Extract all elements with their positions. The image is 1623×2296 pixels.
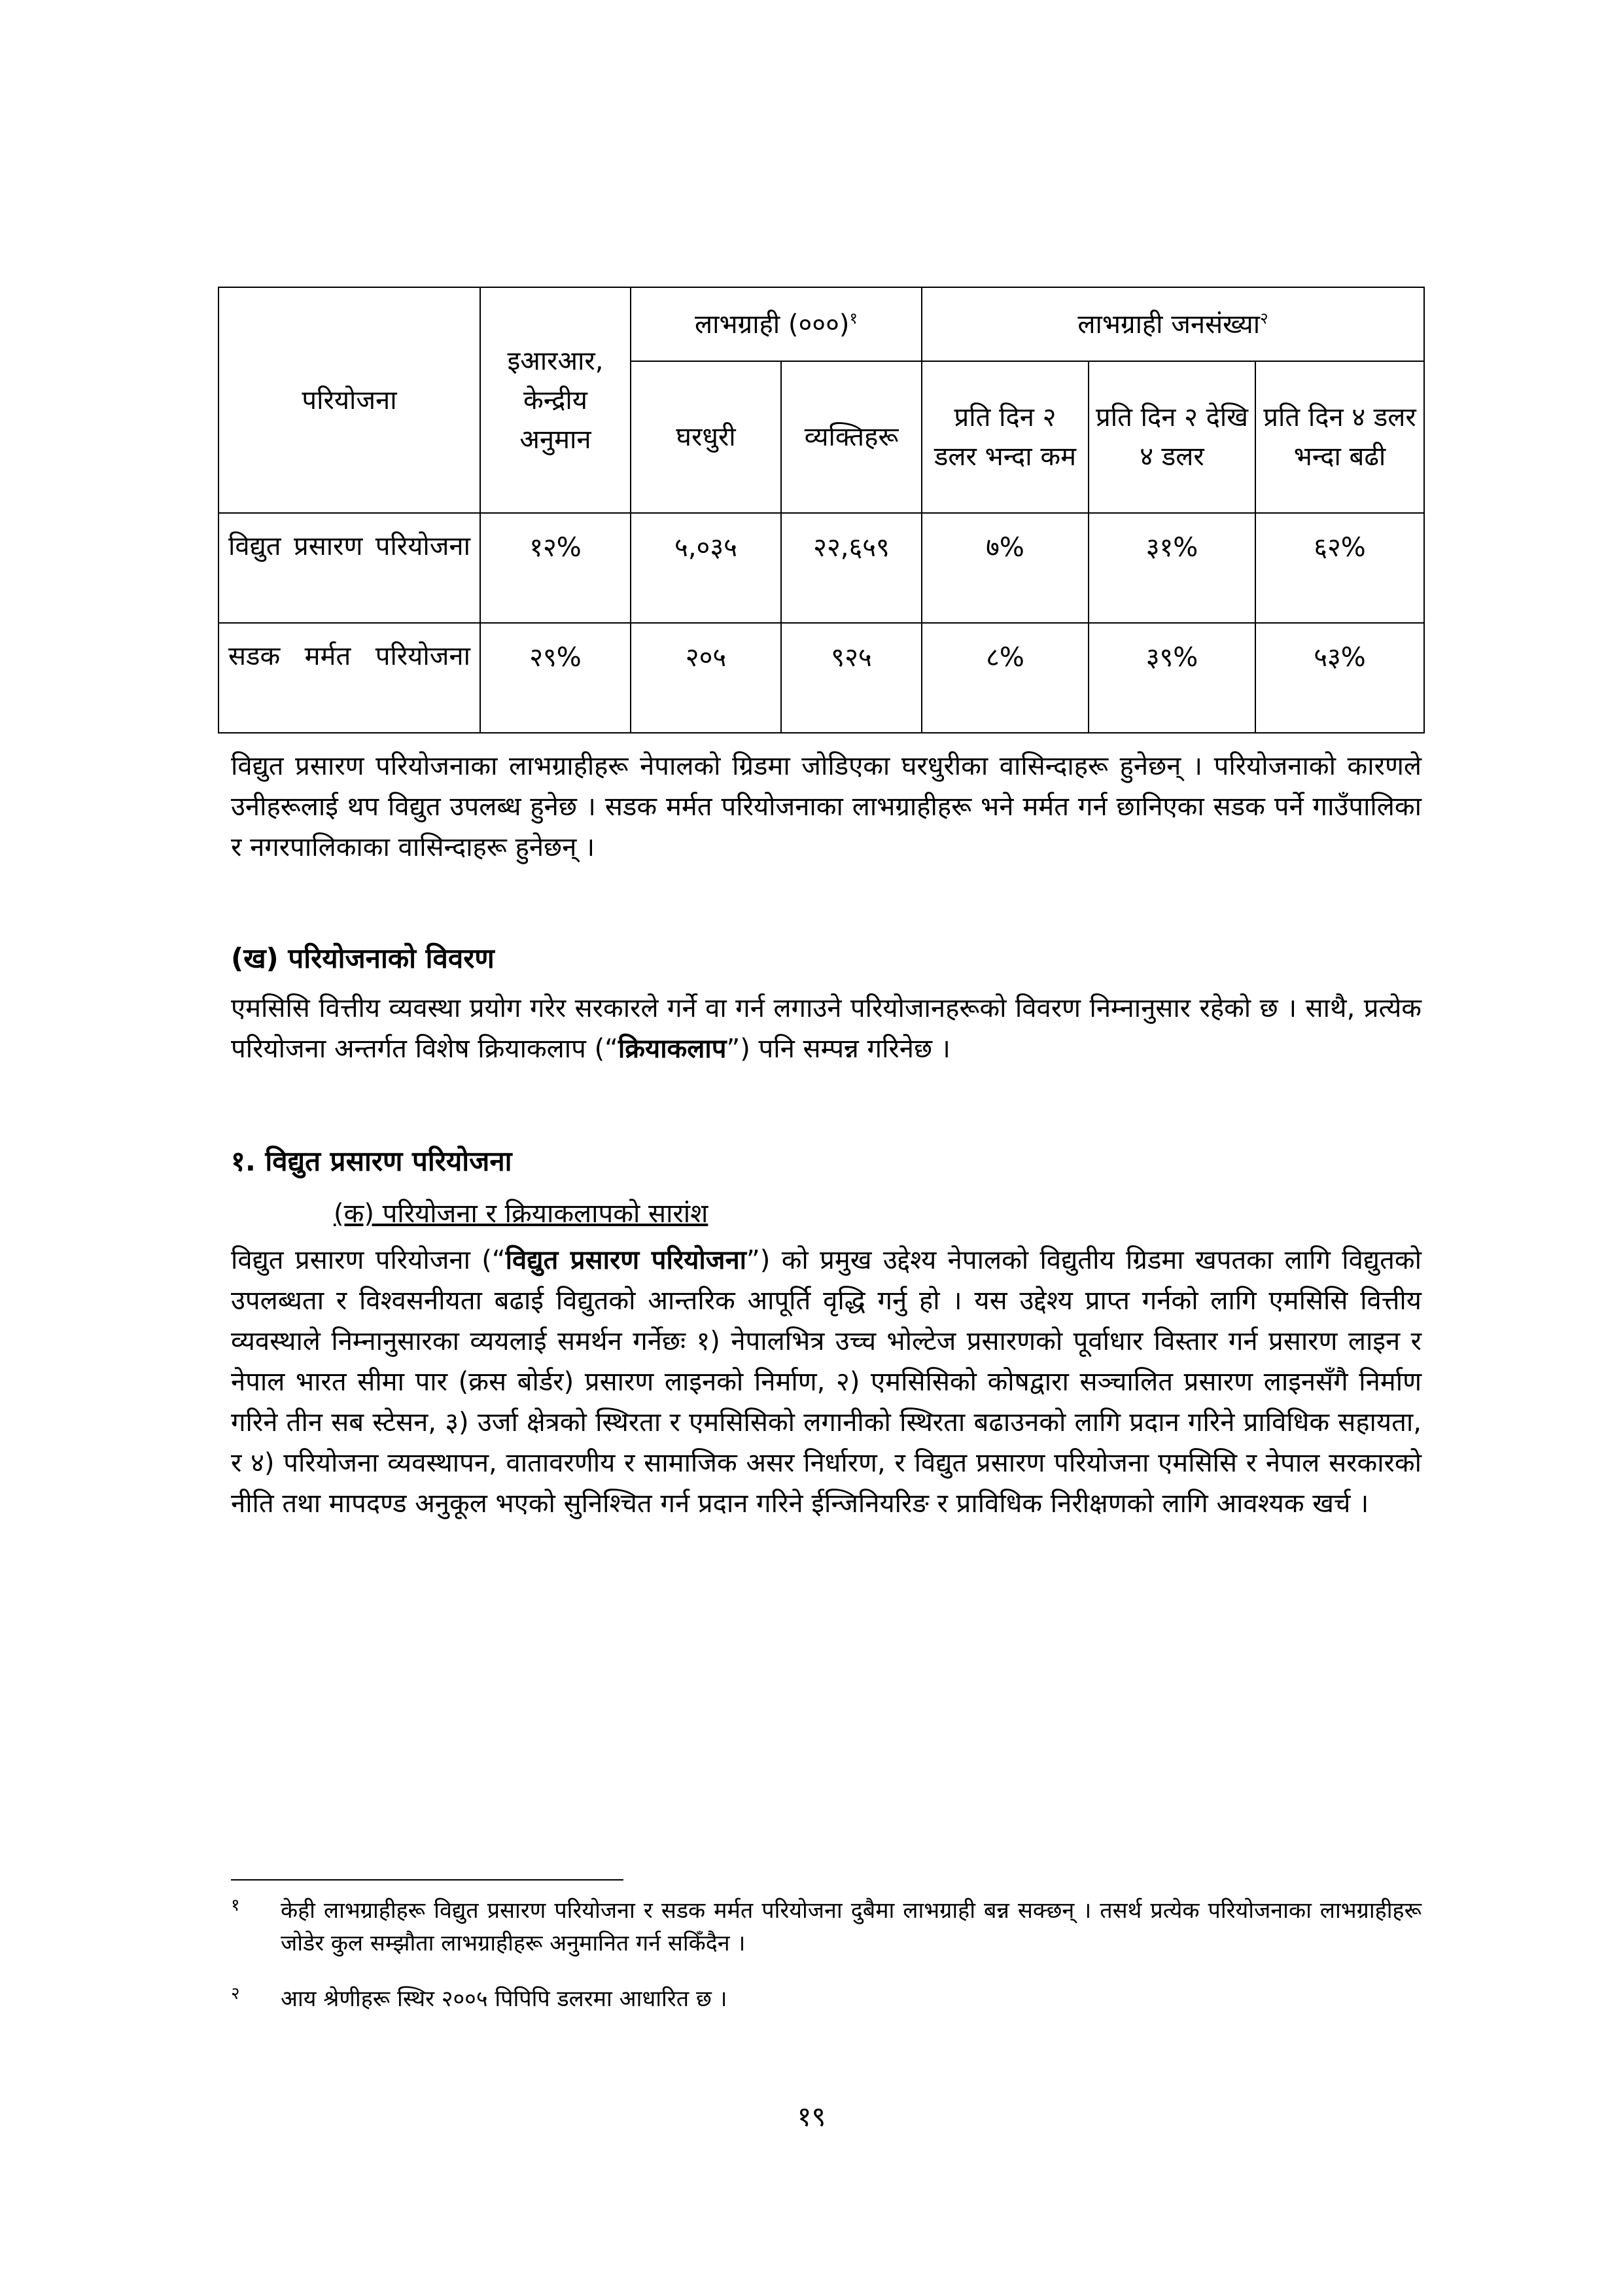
header-households: घरधुरी bbox=[631, 361, 781, 513]
header-2-to-4: प्रति दिन २ देखि ४ डलर bbox=[1089, 361, 1255, 513]
section-b-paragraph: एमसिसि वित्तीय व्यवस्था प्रयोग गरेर सरकारले गर्ने वा गर्न लगाउने परियोजानहरूको विवरण निम्नानुसार रहेको छ । साथै, प्रत्येक परियोजना अन्तर्गत विशेष क्रियाकलाप (“क्रियाकलाप”) पनि सम्पन्न गरिनेछ । bbox=[231, 993, 1422, 1064]
footnote-1 bbox=[231, 1894, 1422, 1960]
cell-above-4: ५३% bbox=[1255, 623, 1424, 733]
footnote-text: आय श्रेणीहरू स्थिर २००५ पिपिपि डलरमा आधारित छ । bbox=[281, 1986, 727, 2012]
header-beneficiaries: लाभग्राही (०००)$^१$ bbox=[631, 287, 922, 361]
header-above-4: प्रति दिन ४ डलर भन्दा बढी bbox=[1255, 361, 1424, 513]
page-number: १९ bbox=[797, 2100, 826, 2132]
cell-eirr: १२% bbox=[480, 513, 631, 623]
footnote-divider bbox=[231, 1879, 623, 1881]
project-term: विद्युत प्रसारण परियोजना bbox=[505, 1245, 747, 1275]
header-population: लाभग्राही जनसंख्या$^२$ bbox=[922, 287, 1424, 361]
table-row bbox=[218, 623, 1424, 733]
section-1-heading: १. विद्युत प्रसारण परियोजना bbox=[231, 1145, 512, 1177]
cell-below-2: ८% bbox=[922, 623, 1089, 733]
section-b-heading: (ख) परियोजनाको विवरण bbox=[231, 942, 495, 974]
cell-below-2: ७% bbox=[922, 513, 1089, 623]
cell-above-4: ६२% bbox=[1255, 513, 1424, 623]
footnote-mark: २ bbox=[231, 1984, 240, 2004]
footnote-ref-2: २ bbox=[1260, 309, 1268, 328]
cell-individuals: ९२५ bbox=[781, 623, 922, 733]
cell-project: विद्युत प्रसारण परियोजना bbox=[218, 513, 480, 623]
cell-individuals: २२,६५९ bbox=[781, 513, 922, 623]
footnote-text: केही लाभग्राहीहरू विद्युत प्रसारण परियोजना र सडक मर्मत परियोजना दुबैमा लाभग्राही बन्न सक्छन् । तसर्थ प्रत्येक परियोजनाका लाभग्राहीहरू जोडेर कुल सम्झौता लाभग्राहीहरू अनुमानित गर्न सकिँदैन । bbox=[281, 1898, 1422, 1956]
cell-2-to-4: ३९% bbox=[1089, 623, 1255, 733]
table-row bbox=[218, 513, 1424, 623]
footnote-mark: १ bbox=[231, 1896, 240, 1915]
header-below-2: प्रति दिन २ डलर भन्दा कम bbox=[922, 361, 1089, 513]
cell-project: सडक मर्मत परियोजना bbox=[218, 623, 480, 733]
activity-term: क्रियाकलाप bbox=[618, 1034, 727, 1064]
cell-eirr: २९% bbox=[480, 623, 631, 733]
cell-households: ५,०३५ bbox=[631, 513, 781, 623]
header-project: परियोजना bbox=[218, 287, 480, 513]
section-1-subheading: (क) परियोजना र क्रियाकलापको सारांश bbox=[334, 1199, 708, 1229]
cell-households: २०५ bbox=[631, 623, 781, 733]
cell-2-to-4: ३१% bbox=[1089, 513, 1255, 623]
beneficiary-paragraph: विद्युत प्रसारण परियोजनाका लाभग्राहीहरू नेपालको ग्रिडमा जोडिएका घरधुरीका वासिन्दाहरू हुनेछन् । परियोजनाको कारणले उनीहरूलाई थप विद्युत उपलब्ध हुनेछ । सडक मर्मत परियोजनाका लाभग्राहीहरू भने मर्मत गर्न छानिएका सडक पर्ने गाउँपालिका र नगरपालिकाका वासिन्दाहरू हुनेछन् । bbox=[231, 751, 1422, 862]
section-1-paragraph: विद्युत प्रसारण परियोजना (“विद्युत प्रसारण परियोजना”) को प्रमुख उद्देश्य नेपालको विद्युतीय ग्रिडमा खपतका लागि विद्युतको उपलब्धता र विश्वसनीयता बढाई विद्युतको आन्तरिक आपूर्ति वृद्धि गर्नु हो । यस उद्देश्य प्राप्त गर्नको लागि एमसिसि वित्तीय व्यवस्थाले निम्नानुसारका व्ययलाई समर्थन गर्नेछः १) नेपालभित्र उच्च भोल्टेज प्रसारणको पूर्वाधार विस्तार गर्न प्रसारण लाइन र नेपाल भारत सीमा पार (क्रस बोर्डर) प्रसारण लाइनको निर्माण, २) एमसिसिको कोषद्वारा सञ्चालित प्रसारण लाइनसँगै निर्माण गरिने तीन सब स्टेसन, ३) उर्जा क्षेत्रको स्थिरता र एमसिसिको लगानीको स्थिरता बढाउनको लागि प्रदान गरिने प्राविधिक सहायता, र ४) परियोजना व्यवस्थापन, वातावरणीय र सामाजिक असर निर्धारण, र विद्युत प्रसारण परियोजना एमसिसि र नेपाल सरकारको नीति तथा मापदण्ड अनुकूल भएको सुनिश्चित गर्न प्रदान गरिने ईन्जिनियरिङ र प्राविधिक निरीक्षणको लागि आवश्यक खर्च । bbox=[231, 1245, 1422, 1519]
footnote-ref-1: १ bbox=[849, 309, 858, 328]
footnote-2 bbox=[231, 1983, 1422, 2015]
header-eirr: इआरआर, केन्द्रीय अनुमान bbox=[480, 287, 631, 513]
beneficiary-table bbox=[218, 287, 1425, 733]
header-individuals: व्यक्तिहरू bbox=[781, 361, 922, 513]
